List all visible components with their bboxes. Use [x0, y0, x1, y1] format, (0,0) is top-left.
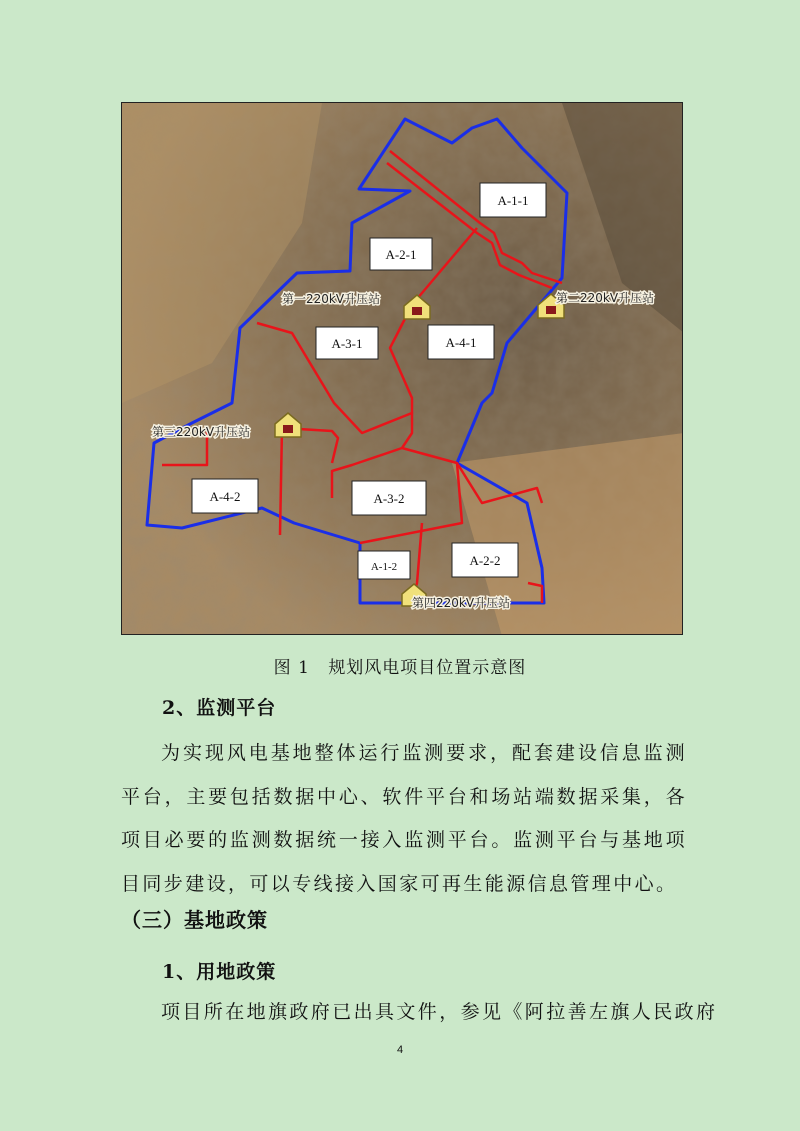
land-policy-paragraph: 项目所在地旗政府已出具文件，参见《阿拉善左旗人民政府	[161, 1001, 718, 1023]
zone-label-a-4-2	[192, 479, 258, 513]
svg-text:A-2-1: A-2-1	[385, 247, 417, 262]
zone-label-a-3-1	[316, 327, 378, 359]
section-heading-monitoring: 2、监测平台	[162, 697, 277, 719]
svg-text:A-1-1: A-1-1	[497, 193, 529, 208]
substation-2-label: 第二220kV升压站	[556, 291, 655, 305]
svg-text:A-4-2: A-4-2	[209, 489, 241, 504]
svg-text:A-2-2: A-2-2	[469, 553, 501, 568]
zone-label-a-2-1	[370, 238, 432, 270]
svg-text:A-3-1: A-3-1	[331, 336, 363, 351]
svg-text:A-3-2: A-3-2	[373, 491, 405, 506]
figure-number: 图 1	[273, 658, 310, 678]
wind-project-map	[121, 102, 683, 635]
substation-3-label: 第三220kV升压站	[152, 425, 251, 439]
page-number: 4	[396, 1044, 404, 1056]
figure-caption	[0, 653, 800, 678]
substation-1-label: 第一220kV升压站	[282, 292, 381, 306]
zone-label-a-1-2	[358, 551, 410, 579]
zone-label-a-4-1	[428, 325, 494, 359]
substation-4-label: 第四220kV升压站	[412, 596, 511, 610]
section-heading-land-policy: 1、用地政策	[162, 961, 277, 983]
monitoring-paragraph: 为实现风电基地整体运行监测要求，配套建设信息监测平台，主要包括数据中心、软件平台和场站端数据采集，各项目必要的监测数据统一接入监测平台。监测平台与基地项目同步建设，可以专线接入国家可再生能源信息管理中心。	[121, 742, 687, 895]
zone-label-a-1-1	[480, 183, 546, 217]
figure-title: 规划风电项目位置示意图	[328, 658, 527, 678]
section-heading-base-policy: （三）基地政策	[121, 908, 268, 932]
svg-text:A-4-1: A-4-1	[445, 335, 477, 350]
svg-text:A-1-2: A-1-2	[370, 561, 398, 573]
zone-label-a-2-2	[452, 543, 518, 577]
zone-label-a-3-2	[352, 481, 426, 515]
